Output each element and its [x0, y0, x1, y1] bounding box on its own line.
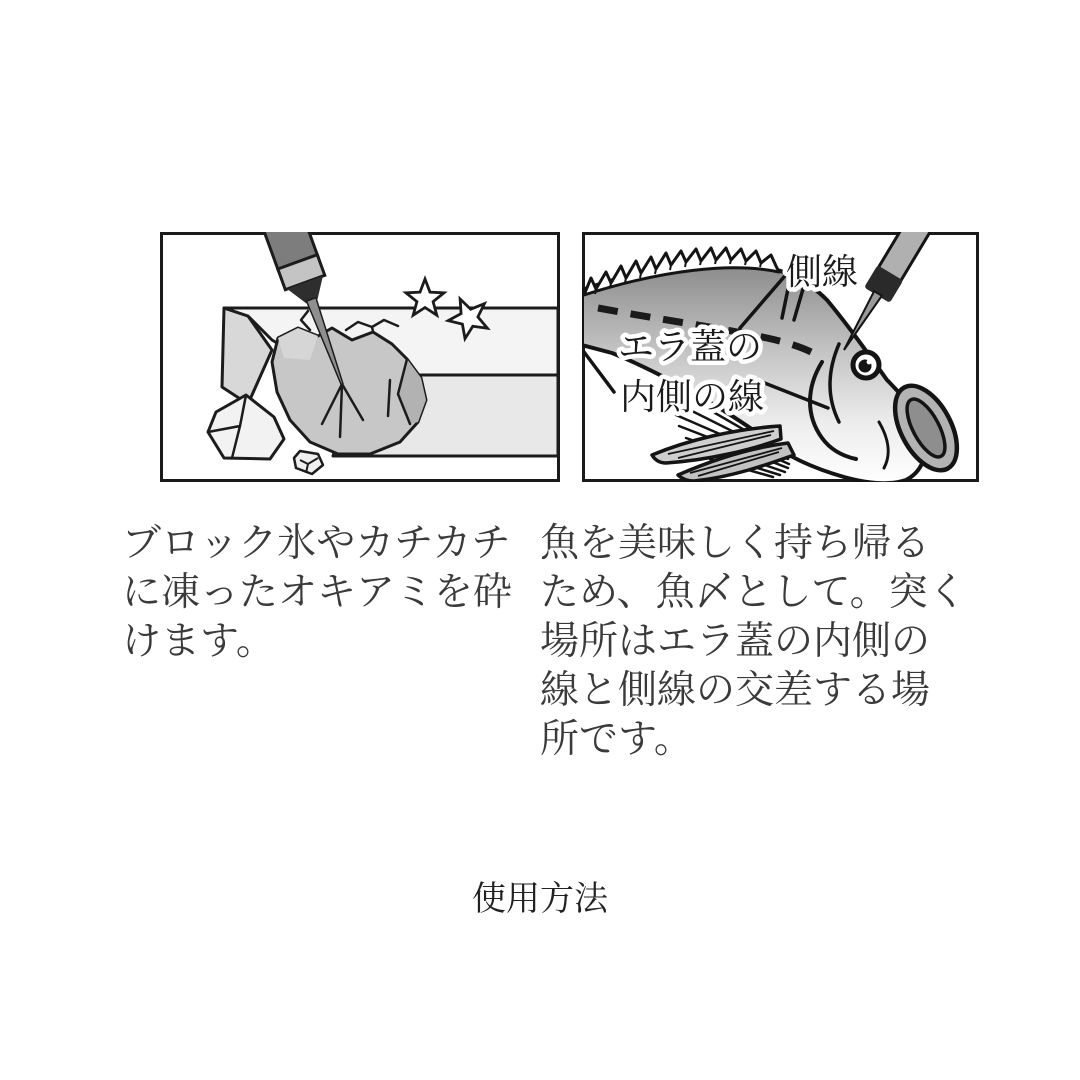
caption-line: けます。: [122, 620, 275, 663]
caption-line: 線と側線の交差する場: [540, 669, 931, 712]
caption-line: 魚を美味しく持ち帰る: [540, 522, 931, 565]
caption-line: に凍ったオキアミを砕: [122, 571, 513, 614]
ice-crush-caption: [122, 519, 512, 666]
ice-crush-panel: [160, 232, 560, 482]
fish-ikejime-panel: [582, 232, 979, 482]
caption-line: ブロック氷やカチカチ: [122, 522, 511, 565]
caption-line: 所です。: [540, 718, 693, 761]
label-lateral-line: 側線: [786, 251, 859, 292]
fish-ikejime-illustration: [582, 232, 979, 482]
fish-eye: [853, 352, 879, 378]
caption-line: ため、魚〆として。突く: [540, 571, 967, 614]
section-title: 使用方法: [472, 880, 608, 918]
fish-ikejime-caption: [540, 519, 967, 764]
label-gill-cover-line-1: エラ蓋の: [618, 326, 763, 367]
ice-crush-illustration: [160, 232, 560, 482]
caption-line: 場所はエラ蓋の内側の: [540, 620, 931, 663]
label-gill-cover-line-2: 内側の線: [620, 376, 765, 417]
eye-highlight: [867, 360, 872, 365]
